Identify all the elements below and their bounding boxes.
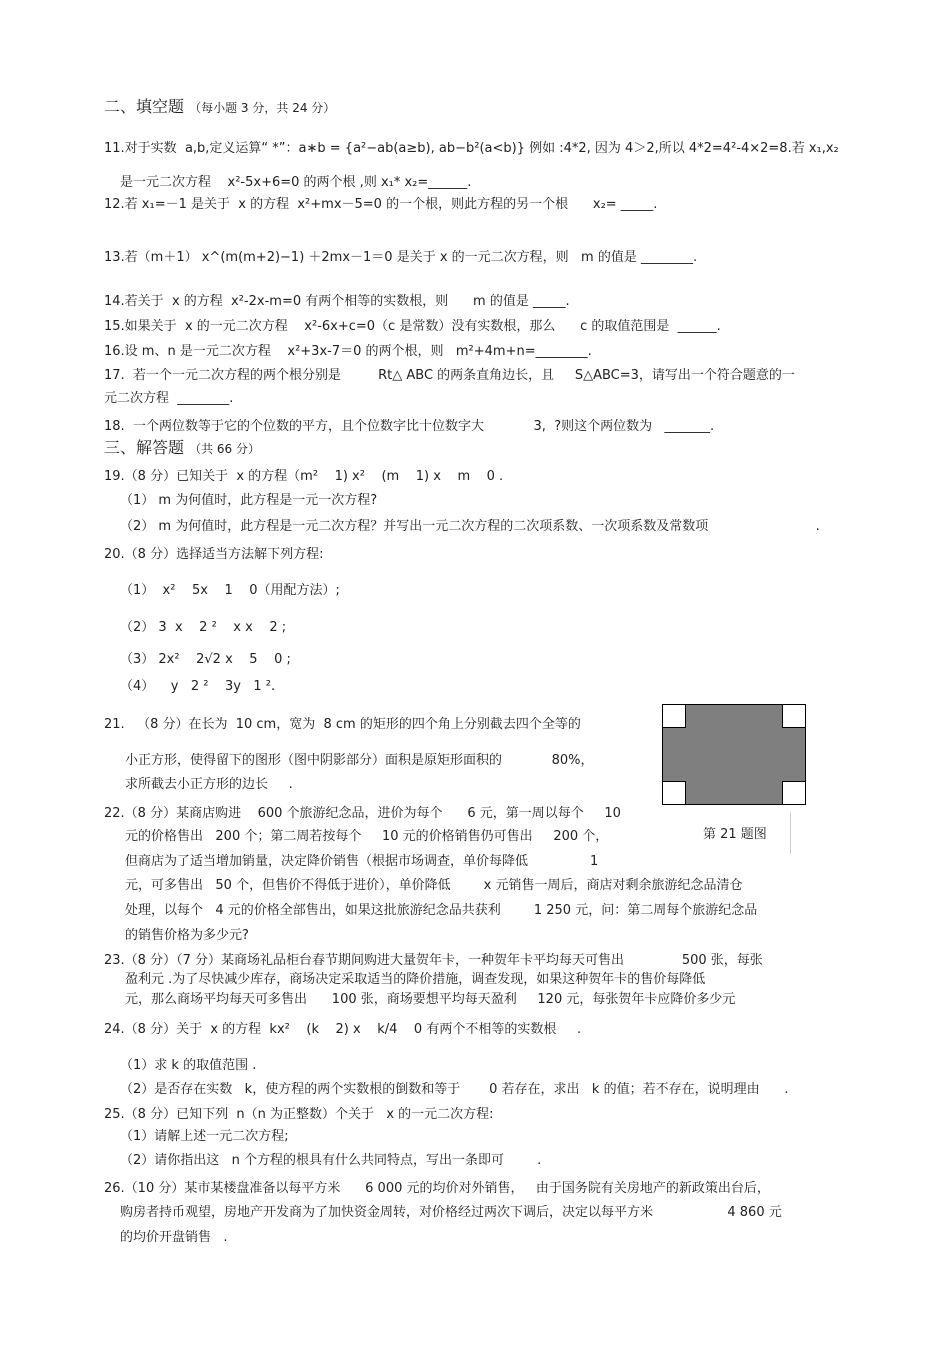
q24-part1: （1）求 k 的取值范围 . [120, 1058, 257, 1073]
q17-line2: 元二次方程 ________. [104, 391, 234, 406]
q21-figure-rectangle [662, 704, 806, 805]
q19-part2: （2） m 为何值时，此方程是一元二次方程？并写出一元二次方程的二次项系数、一次项系数及常数项 . [120, 519, 820, 534]
divider [790, 812, 791, 854]
q20-part4: （4） y 2 ² 3y 1 ². [120, 679, 276, 694]
q12: 12.若 x₁=－1 是关于 x 的方程 x²+mx－5=0 的一个根，则此方程的另一个根 x₂= _____. [104, 197, 658, 212]
q13: 13.若（m＋1） x^(m(m+2)−1) ＋2mx－1＝0 是关于 x 的一元二次方程，则 m 的值是 ________. [104, 250, 698, 265]
q14: 14.若关于 x 的方程 x²-2x-m=0 有两个相等的实数根，则 m 的值是 _____. [104, 294, 570, 309]
q20-part2: （2） 3 x 2 ² x x 2 ; [120, 620, 287, 635]
corner-square-bottom-right [782, 781, 806, 805]
q25: 25.（8 分）已知下列 n（n 为正整数）个关于 x 的一元二次方程: [104, 1107, 494, 1122]
q21-line2: 小正方形，使得留下的图形（图中阴影部分）面积是原矩形面积的 80%， [125, 753, 594, 768]
q22-line5: 处理，以每个 4 元的价格全部售出，如果这批旅游纪念品共获利 1 250 元，问：第二周每个旅游纪念品 [125, 903, 758, 918]
q21-line3: 求所截去小正方形的边长 . [125, 777, 293, 792]
q26-line1: 26.（10 分）某市某楼盘准备以每平方米 6 000 元的均价对外销售， 由于国务院有关房地产的新政策出台后， [104, 1181, 770, 1196]
figure-caption: 第 21 题图 [703, 827, 767, 842]
q22-line1: 22.（8 分）某商店购进 600 个旅游纪念品，进价为每个 6 元，第一周以每个 10 [104, 806, 621, 821]
q19: 19.（8 分）已知关于 x 的方程（m² 1) x² (m 1) x m 0 . [104, 469, 504, 484]
q17-line1: 17. 若一个一元二次方程的两个根分别是 Rt△ ABC 的两条直角边长，且 S△ABC=3，请写出一个符合题意的一 [104, 368, 795, 383]
q25-part1: （1）请解上述一元二次方程; [120, 1129, 289, 1144]
q22-line6: 的销售价格为多少元? [125, 928, 249, 943]
section-solve-heading [104, 439, 260, 458]
q22-line3: 但商店为了适当增加销量，决定降价销售（根据市场调查，单价每降低 1 [125, 854, 599, 869]
corner-square-top-right [782, 704, 806, 728]
q18: 18. 一个两位数等于它的个位数的平方，且个位数字比十位数字大 3, ?则这个两位数为 _______. [104, 419, 715, 434]
corner-square-top-left [662, 704, 686, 728]
q19-part1: （1） m 为何值时，此方程是一元一次方程? [120, 493, 378, 508]
q20: 20.（8 分）选择适当方法解下列方程: [104, 547, 324, 562]
corner-square-bottom-left [662, 781, 686, 805]
q23-line1: 23.（8 分）（7 分）某商场礼品柜台春节期间购进大量贺年卡，一种贺年卡平均每天可售出 500 张，每张 [104, 953, 763, 968]
q20-part3: （3） 2x² 2√2 x 5 0 ; [120, 652, 291, 667]
q25-part2: （2）请你指出这 n 个方程的根具有什么共同特点，写出一条即可 . [120, 1153, 542, 1168]
section-note: （共 66 分） [189, 442, 261, 456]
q11-line1: 11.对于实数 a,b,定义运算“ *”：a∗b = {a²−ab(a≥b), ab−b²(a<b)} 例如 :4*2, 因为 4＞2,所以 4*2=4²-4×2=8.若 x₁,x₂ [104, 141, 839, 156]
q21-line1: 21. （8 分）在长为 10 cm，宽为 8 cm 的矩形的四个角上分别截去四个全等的 [104, 717, 581, 732]
q26-line3: 的均价开盘销售 . [120, 1230, 228, 1245]
q24-part2: （2）是否存在实数 k，使方程的两个实数根的倒数和等于 0 若存在，求出 k 的值；若不存在，说明理由 . [120, 1082, 789, 1097]
q23-line2: 盈利元 .为了尽快减少库存，商场决定采取适当的降价措施，调查发现，如果这种贺年卡的售价每降低 [125, 972, 706, 987]
q15: 15.如果关于 x 的一元二次方程 x²-6x+c=0（c 是常数）没有实数根，那么 c 的取值范围是 ______. [104, 319, 721, 334]
section-note: （每小题 3 分，共 24 分） [189, 101, 336, 115]
section-fill-heading [104, 98, 335, 117]
q22-line2: 元的价格售出 200 个；第二周若按每个 10 元的价格销售仍可售出 200 个， [125, 829, 609, 844]
q20-part1: （1） x² 5x 1 0（用配方法）; [120, 583, 340, 598]
q26-line2: 购房者持币观望，房地产开发商为了加快资金周转，对价格经过两次下调后，决定以每平方米 4 860 元 [120, 1205, 782, 1220]
q24: 24.（8 分）关于 x 的方程 kx² (k 2) x k/4 0 有两个不相等的实数根 . [104, 1022, 582, 1037]
q22-line4: 元，可多售出 50 个，但售价不得低于进价），单价降低 x 元销售一周后，商店对剩余旅游纪念品清仓 [125, 878, 743, 893]
section-title: 三、解答题 [104, 438, 185, 457]
section-title: 二、填空题 [104, 97, 185, 116]
q16: 16.设 m、n 是一元二次方程 x²+3x-7＝0 的两个根，则 m²+4m+n=________. [104, 344, 592, 359]
q11-line2: 是一元二次方程 x²-5x+6=0 的两个根 ,则 x₁* x₂=______. [120, 175, 472, 190]
q23-line3: 元，那么商场平均每天可多售出 100 张，商场要想平均每天盈利 120 元，每张贺年卡应降价多少元 [125, 992, 736, 1007]
